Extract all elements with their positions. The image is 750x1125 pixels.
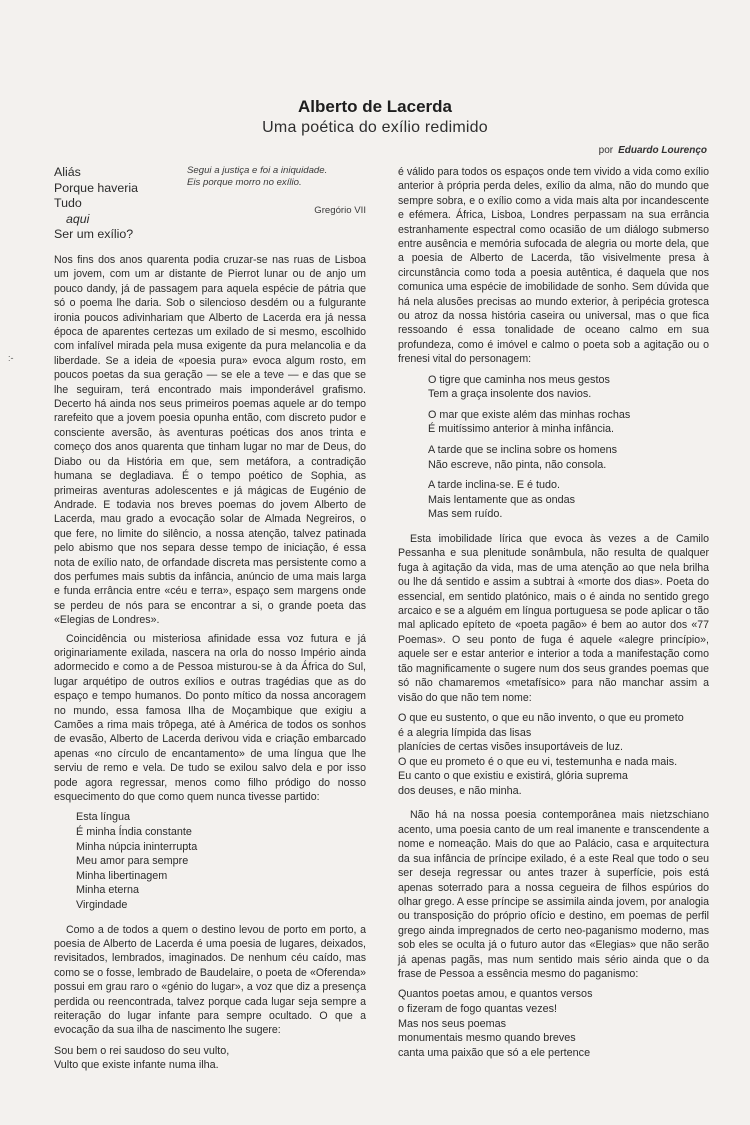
epigraph-quote (187, 165, 367, 190)
epigraph (54, 165, 366, 253)
poem-quote (54, 810, 366, 912)
poem-stanza (428, 478, 709, 522)
article-subtitle: Uma poética do exílio redimido (262, 119, 488, 136)
poem-line: Minha eterna (76, 884, 140, 897)
body-paragraph: Coincidência ou misteriosa afinidade essa voz futura e já originariamente exilada, nascera na orla do nosso Império ainda adormecido e como a de Pessoa misturou-se à da África do Sul, lugar arquétipo de outros exílios e outras tragédias que as do espaço e tempo humanos. Do ponto mítico da nossa ancoragem no mundo, essa famosa Ilha de Moçambique que exigiu a Camões a rima mais trôpega, até à América de todos os sonhos de evasão, Alberto de Lacerda derivou vida e criação embarcado apenas «no círculo de encantamento» de uma língua que lhe serviu de remo e vela. De tudo se exilou salvo dela e por isso pode agora regressar, menos como filho pródigo do nosso esquecimento do que como quem nunca tivesse partido: (54, 632, 366, 804)
poem-line: monumentais mesmo quando breves (398, 1032, 576, 1045)
left-column (54, 165, 366, 1083)
poem-quote (398, 987, 709, 1060)
poem-line: canta uma paixão que só a ele pertence (398, 1046, 591, 1059)
margin-mark: :- (8, 353, 14, 363)
epigraph-quote-line: Segui a justiça e foi a iniquidade. (187, 165, 328, 176)
epigraph-quote-line: Eis porque morro no exílio. (187, 177, 302, 189)
byline (599, 145, 707, 156)
poem-stanza (428, 408, 709, 437)
body-paragraph: Como a de todos a quem o destino levou de porto em porto, a poesia de Alberto de Lacerda é uma poesia de lugares, deixados, revisitados, lembrados, imaginados. De nenhum céu caído, mas como se o fosse, lembrado de Baudelaire, o poeta de «Oferenda» possui em grau raro o «génio do lugar», a voz que diz a presença perdida ou reencontrada, talvez porque cada lugar seja sempre a reiteração do lugar infante para sempre ocultado. O que a evocação da sua ilha de nascimento lhe sugere: (54, 923, 366, 1037)
poem-line: É muitíssimo anterior à minha infância. (428, 423, 615, 436)
body-paragraph: é válido para todos os espaços onde tem vivido a vida como exílio anterior à própria perda deles, exílio da alma, não do mundo que sempre sobra, e o exílio como a vida mais alta por incandescente e efémera. África, Lisboa, Londres perpassam na sua errância estranhamente espectral como ocasião de um diálogo submerso entre ausência e memória sufocada de alegria ou morte dela, que a poesia de Alberto de Lacerda, tão visivelmente presa à circunstância como toda a poesia autêntica, é daquela que nos comunica uma espécie de imobilidade de sonho. Sem dúvida que há nela alusões precisas ao mundo exterior, à peripécia grotesca ou atroz da nossa história caseira ou universal, mas o que fica ressoando é essa tonalidade de oceano calmo em sua profundeza, como é imóvel e calmo o poeta sob a agitação ou o frenesi vital do personagem: (398, 166, 709, 366)
poem-line: O que eu sustento, o que eu não invento, o que eu prometo (398, 711, 684, 724)
poem-line: A tarde inclina-se. E é tudo. (428, 479, 561, 492)
poem-line: A tarde que se inclina sobre os homens (428, 444, 618, 457)
poem-line: Mais lentamente que as ondas (428, 493, 576, 506)
poem-line: é a alegria límpida das lisas (398, 726, 532, 739)
body-paragraph: Nos fins dos anos quarenta podia cruzar-se nas ruas de Lisboa um jovem, com um ar distante de Pierrot lunar ou de anjo um pouco dandy, já de passagem para aquela espécie de pátria que só o poema lhe daria. Sob o silencioso desdém ou a fulgurante ironia poucos adivinhariam que Alberto de Lacerda era já nessa época de aparentes certezas um exilado de si mesmo, escolhido com infalível mirada pela musa exigente da pura melancolia e da liberdade. Se a ideia de «poesia pura» evoca algum rosto, em poucos poetas da sua geração — se ele a teve — e das que se lhe seguiram, terá encontrado mais imponderável grafismo. Decerto há ainda nos seus primeiros poemas aquele ar do tempo rarefeito que a jovem poesia opunha então, com discreto pudor e consciente aversão, às aventuras poéticas dos anos trinta e começo dos anos quarenta que tinham lugar no mar de Deus, do Diabo ou da História em que, sem metáfora, a contradição humana se degladiava. É o tempo poético de Sophia, as primeiras aventuras adolescentes e já mágicas de Eugénio de Andrade. E todavia nos breves poemas do jovem Alberto de Lacerda, mau grado a evocação solar de Almada Negreiros, o que fere, no limite do silêncio, a nossa atenção, talvez patinada pelo abismo que nos separa desse tempo de iniciação, é essa nota de exílio nato, de orfandade discreta mas persistente como a dos perfumes mais subtis da infância, anúncio de uma mais larga e funda errância entre «céu e terra», espaço sem margens onde se perdeu de nós para se encontrar a si, o grande poeta das «Elegias de Londres». (54, 254, 366, 627)
poem-quote (398, 711, 709, 799)
epigraph-poem (54, 165, 138, 243)
author-name: Eduardo Lourenço (618, 145, 707, 156)
poem-line: Tem a graça insolente dos navios. (428, 388, 592, 401)
poem-line: Minha libertinagem (76, 869, 168, 882)
epigraph-line: aqui (66, 211, 90, 226)
body-paragraph: Esta imobilidade lírica que evoca às vezes a de Camilo Pessanha e sua plenitude sonâmbula, não resulta de qualquer fuga à agitação da vida, mas de uma atenção ao que nela brilha ou lhe dá sentido e assim a subtrai à «morte dos dias». Poeta do essencial, em sentido platónico, mais o é ainda no sentido grego arcaico e se a alguém em língua portuguesa se pode aplicar o tão mal aplicado epíteto de «poeta pagão» é bem ao autor dos «77 Poemas». O seu ponto de fuga é aquele «alegre princípio», aquele ser e estar anterior e interior a toda a manifestação como tão magnificamente o sugere num dos seus grandes poemas que só não chamaremos «metafísico» para não manchar assim a visão do que não tem nome: (398, 533, 709, 704)
poem-quote (54, 1044, 366, 1073)
poem-line: O que eu prometo é o que eu vi, testemunha e nada mais. (398, 755, 678, 768)
poem-quote (398, 373, 709, 522)
poem-line: É minha Índia constante (76, 826, 192, 839)
epigraph-line: Ser um exílio? (54, 227, 134, 242)
poem-line: Eu canto o que existiu e existirá, glória suprema (398, 770, 628, 783)
epigraph-line: Aliás (54, 165, 81, 179)
poem-line: Virgindade (76, 899, 128, 911)
body-paragraph: Não há na nossa poesia contemporânea mais nietzschiano acento, uma poesia canto de um real imanente e transcendente a nome e nomeação. Mais do que ao Palácio, casa e arquitectura da sua infância de príncipe exilado, é a este Real que todo o seu ser deseja regressar ou antes trazer à superfície, pois está apenas soterrado para a nossa cegueira de filhos espúrios do olhar grego. A esse príncipe se assimila ainda jovem, por analogia ou transposição do próprio ofício e destino, em poemas de perfil grego ainda impregnados de certo neo-paganismo moderno, mas sob eles se oculta já o futuro autor das «Elegias» que não serão já apenas pagãs, mas num sentido mais sério ainda que o da frase de Pessoa a essência mesmo do paganismo: (398, 809, 709, 980)
poem-line: Mas nos seus poemas (398, 1017, 507, 1030)
poem-stanza (428, 443, 709, 472)
poem-line: Minha núpcia ininterrupta (76, 840, 198, 853)
poem-line: planícies de certas visões insuportáveis de luz. (398, 741, 624, 754)
poem-line: Vulto que existe infante numa ilha. (54, 1059, 219, 1072)
byline-prefix: por (598, 145, 614, 156)
poem-stanza (428, 373, 709, 402)
poem-line: Quantos poetas amou, e quantos versos (398, 988, 593, 1001)
poem-line: O mar que existe além das minhas rochas (428, 408, 631, 421)
epigraph-line: Tudo (54, 196, 82, 211)
poem-line: Não escreve, não pinta, não consola. (428, 458, 607, 471)
epigraph-attribution: Gregório VII (314, 205, 366, 216)
right-column (398, 165, 709, 1070)
poem-line: Esta língua (76, 811, 131, 824)
poem-line: o fizeram de fogo quantas vezes! (398, 1002, 558, 1015)
poem-line: O tigre que caminha nos meus gestos (428, 373, 610, 386)
epigraph-line: Porque haveria (54, 180, 139, 195)
poem-line: Mas sem ruído. (428, 508, 503, 521)
poem-line: Meu amor para sempre (76, 855, 189, 868)
article-title: Alberto de Lacerda (298, 97, 452, 116)
poem-line: Sou bem o rei saudoso do seu vulto, (54, 1044, 230, 1057)
poem-line: dos deuses, e não minha. (398, 784, 522, 797)
